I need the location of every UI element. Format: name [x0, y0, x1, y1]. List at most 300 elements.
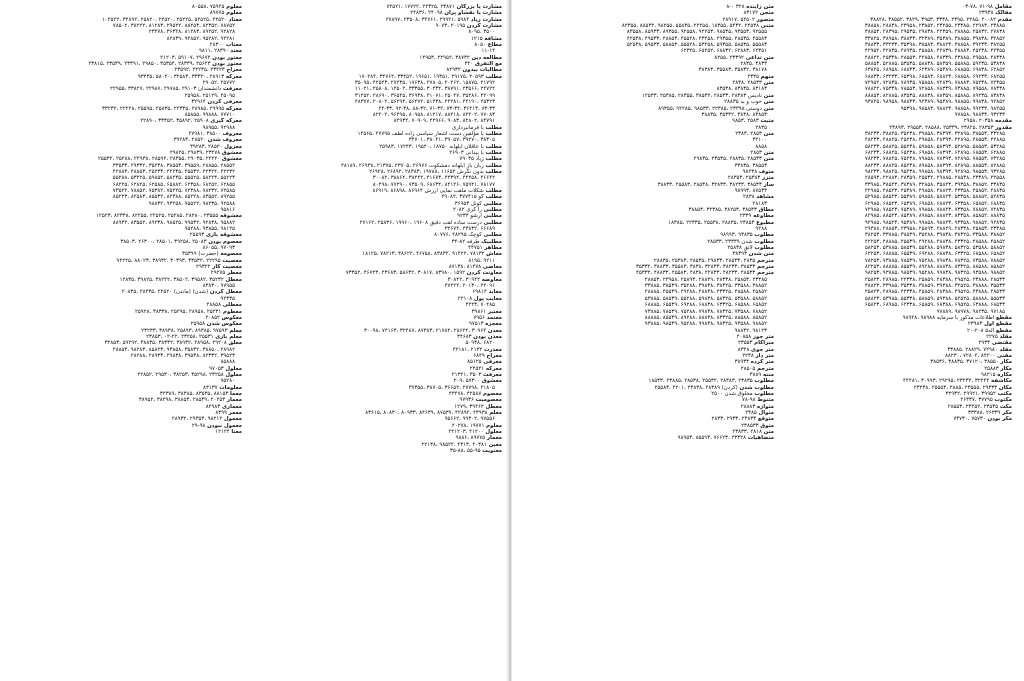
- index-headword: معرفی کردن: [207, 99, 242, 106]
- index-page-refs: ۲۳۸۷۱ ،۲۴۳۲۵ ،۱۷۷۲۲ ،۷۴۵۲۱: [386, 4, 455, 10]
- index-page-refs: ۹۷۵۹۳ ،۸۹۳۸۵ ،۲۵۸۹۳ ،۳۸۹۳۸ ،۲۳۲۳۳: [141, 327, 228, 334]
- index-page-refs: ۲۸۵۰۵: [740, 365, 756, 372]
- index-headword: مطلب: [485, 162, 502, 169]
- index-page-refs: ۴۵۸۵۲ ،۴۸۵۸۸ ،۴۳۳۲۵ ،۴۸۸۳۸ ،۴۹۲۸۸ ،۴۵۵۳۹ ،۴۸۸۸۵: [644, 289, 767, 296]
- index-page-refs: ۹۵۲۸۰: [220, 378, 235, 385]
- index-page-refs: ۵۵۵۳۳ ،۵۸۸۸۸ ،۵۲۵۲۵ ،۵۹۳۸۸ ،۵۸۸۵۹ ،۵۵۳۳۸ ،۵۳۹۸۵ ،۵۸۸۲۳: [864, 295, 1005, 302]
- index-page-refs: ۴۲۰۹۹ ،۳۵۴۸۶ ،۲۵۰۴۷ ،۴۱۰۷۱ ،۳۶۹۳۸ ،۳۶۵۴۵ ،۲۸۶۹۰ ،۳۱۲۵۲: [354, 92, 495, 99]
- index-page-refs: ۲۳۹۳۸: [979, 10, 994, 17]
- index-page-refs: ۱۲۱۵: [471, 35, 483, 42]
- index-headword: متوقع: [757, 416, 774, 423]
- index-page-refs: ۹۸-۷۱ ،۷۸-۰۳: [962, 4, 993, 10]
- index-page-refs: ۲۳۳۹: [739, 213, 752, 220]
- index-page-refs: ۲۹۳۲۲: [196, 264, 211, 271]
- index-page-refs: ۹۸۸۵۲ ،۹۳۵۸۸ ،۹۸۳۲۵ ،۹۹۸۳۸ ،۹۵۲۸۸ ،۹۸۵۳۹ ،۹۳۸۸۵ ،۹۸۲۵۳: [864, 270, 1005, 277]
- index-page-refs: ۱۲۱۲۴: [215, 429, 230, 436]
- index-page-refs: ۴۸۸۳۵ ،۴۵۸۵۲ ،۴۳۳۵۸ ،۴۸۸۲۳ ،۴۹۸۵۸ ،۴۵۳۸۹ ،۴۸۵۲۳ ،۴۲۹۸۵: [864, 187, 1005, 194]
- index-page-refs: ۸۷۵۳۳ ،۹۸۹۹۳: [734, 187, 767, 194]
- index-page-refs: ۹۸۲۵۵ ،۹۹۲۳۳ ،۹۸۸۵۸ ،۹۸۸۲۳ ،۹۸۵۸۳ ،۹۵۳۹۸: [900, 105, 1005, 112]
- index-headword: معمول: [223, 416, 242, 423]
- index-page-refs: ۲۲۱۰۸: [457, 295, 473, 302]
- index-headword: متهم: [760, 73, 774, 80]
- index-headword: معزول: [224, 143, 242, 150]
- index-headword: معصیت: [222, 257, 242, 264]
- index-page-refs: ۲۰۸۵۲: [205, 314, 220, 321]
- index-page-refs: ۲۳۵۳۵ ،۲۳۲۵۲ ،۲۸۵۵۳: [947, 403, 999, 410]
- index-headword: مشارت یا بزرگان: [456, 4, 502, 10]
- index-headword: مکر بودن: [987, 416, 1012, 423]
- index-headword: مطلوب: [754, 245, 774, 252]
- index-page-refs: ۹۳۲۳۳ ،۹۸۸۳۳ ،۹۷۸۵۸: [954, 111, 1005, 118]
- index-page-refs: (حضرت) ۳۵۳۹۹: [182, 251, 219, 258]
- index-page-refs: ۸۳۱۷۲: [743, 10, 758, 17]
- index-page-refs: ۳۳۲۸۵ ،۳۸۵۵۳ ،۳۲۸۹۵ ،۳۸۳۹۳ ،۳۹۸۵۸ ،۳۵۲۳۸ ،۳۸۸۲۵ ،۳۸۲۳۳: [864, 130, 1005, 137]
- index-headword: معمار: [486, 435, 502, 442]
- index-page-refs: ۷۹۵۶: [473, 314, 485, 321]
- index-page-refs: ۹۲۸۲۸ ،۸۹۲۵۲ ،۸۱۲۸۳ ،۳۶۳۲۸ ،۲۳۲۷۸: [148, 29, 235, 36]
- index-page-refs: ۷۵۹۲۵ ،۸۰۵۵۸: [191, 4, 225, 10]
- index-page-refs: ۷۷۰۸۳ ،۸۴۴۰۲ ،۸۸۴۱۸ ،۸۱۲۱۷ ،۸۰۹۵۸ ،۹۶۴۹۵ ،۸۲۲۰۲: [372, 111, 495, 118]
- index-page-refs: ۳۸۵۰۰ ،۲۷۹۸۱: [188, 130, 221, 137]
- index-headword: مع التفرق: [474, 61, 502, 68]
- index-headword: متن: [763, 130, 774, 137]
- index-headword: معلوم: [486, 422, 502, 429]
- index-headword: متنی: [760, 23, 774, 30]
- index-page-refs: ۵۳۲۸۵ ،۵۸۵۵۳ ،۵۲۸۹۵ ،۵۸۳۹۳ ،۵۹۸۵۸ ،۵۵۲۳۸ ،۵۸۸۲۵ ،۵۸۲۳۳: [864, 143, 1005, 150]
- index-page-refs: ۲۸۳۹۰ ،۹۸۱۱: [199, 48, 229, 55]
- index-page-refs: ۲۴۷۲۴ ،۲۳۵۶۶ ،۳۸۷۹۱ ،۳۰۴۳۴ ،۳۳۳۵۵ ،۱۴۵۰۲ ،۲۵۸۰۸ ،۱۱۰۲۱: [354, 86, 495, 93]
- index-page-refs: ۲۸۳۸: [742, 194, 755, 201]
- index-page-refs: ۵۷۳۰۰ ،۲۰۹: [453, 378, 481, 385]
- index-headword: مطلوب: [754, 232, 774, 239]
- index-page-refs: ۲۸۹۱۳ ،۳۳۳۲۰ ،۳۲۵۸۳ ،۵۸۰۲۰ ،۹۳۴۳۵: [137, 73, 225, 80]
- index-page-refs: ۲۵۳۸۳ ،۲۸۳۵۳: [727, 175, 761, 182]
- index-page-refs: ۸۵۸۸۸: [220, 359, 235, 366]
- index-headword: معطلی: [222, 302, 242, 309]
- index-page-refs: ۸۳۸۳۸ ،۸۹۲۳۵ ،۸۵۸۸۵ ،۸۸۳۵۹ ،۸۸۸۳۸ ،۸۳۵۳۵ ،۸۲۸۸۵ ،۸۸۸۵۳: [864, 92, 1005, 99]
- index-page-refs: ۲۳۸۸۵ ،۲۲۹۸۳ ،۲۳۳۸۵ ،۲۳۲۵۵ ،۲۳۸۵۲ ،۲۳۹۵۸ ،۲۸۸۳۸ ،۳۸۸۵۸: [864, 23, 1005, 30]
- index-headword: مترجم: [756, 270, 774, 277]
- index-page-refs: مخلوق شدن ۲۵۰۰: [711, 390, 753, 397]
- index-headword: مقنی: [997, 352, 1012, 359]
- index-headword: مطلوب: [754, 238, 774, 245]
- index-page-refs: ۶۵۸۵۲ ،۶۸۵۸۸ ،۶۳۳۲۵ ،۶۸۸۳۸ ،۶۹۲۸۸ ،۶۵۵۳۹ ،۶۸۸۸۵: [644, 302, 767, 309]
- index-headword: معطل: [485, 403, 502, 410]
- index-headword: مطلب: [485, 73, 502, 80]
- index-headword: معلوم: [226, 10, 242, 17]
- index-page-refs: ۷۲۹۸۰ ،۲۸۸۲۹ ،۳۳۸۸۵: [947, 346, 998, 353]
- index-page-refs: ۲۳۳۸۵ ،۲۵۸۵۳ ،۲۸۳۳۸ ،۲۸۸۲۹ ،۲۵۸۹۳ ،۲۳۹۵۸ ،۲۸۸۵۳ ،۲۹۳۸۸: [864, 226, 1005, 233]
- index-headword: مطالعه دین: [471, 54, 502, 61]
- index-headword: معرکه: [225, 105, 242, 112]
- index-page-refs: ۹۵-۵۵ ،۸۸-۳۵: [450, 448, 481, 455]
- index-headword: مطلبی: [483, 200, 502, 207]
- index-headword: مشارت یا نقشاو پران: [444, 10, 502, 17]
- index-page-refs: ۳۸۵۳۳ ،۳۸۲۳۳ ،۳۲۸۳۳ ،۳۸۳۸ ،۳۵۵۸۳ ،۳۸۸۳۳ ،۳۵۳۳۲: [635, 264, 756, 271]
- index-headword: معشوقه: [219, 213, 242, 220]
- index-page-refs: شدن ۲۳۳۳۹ ،۲۸۵۳۳: [707, 238, 753, 245]
- index-page-refs: ۲۳۹۸۳: [967, 321, 983, 328]
- index-headword: معتبر: [487, 308, 502, 315]
- index-page-refs: ۷۸۸۵۲ ،۷۳۵۸۸ ،۷۸۳۲۵ ،۷۹۸۳۸ ،۷۵۲۸۸ ،۷۸۵۳۹ ،۷۳۸۸۵ ،۷۸۲۵۳: [864, 257, 1005, 264]
- index-page-refs: ۲۰۲۵۳ ،۲۸۵۳۹ ،۳۸۸۵۳ ،۳۸۲۹۸ ،۳۸۹۵۲: [138, 397, 226, 404]
- index-page-refs: ۶۹۸۱۴: [472, 289, 487, 296]
- index-headword: معراج: [226, 67, 242, 74]
- index-page-refs: (کردن) ۲۸۳۸۹ ،۲۳۸۳۸ ،۲۲۰۱ ،۲۵۵۸۳: [654, 384, 738, 391]
- index-page-refs: ۹۵۸۱۶: [220, 207, 235, 213]
- index-page-refs: ۹۸۲۱۵: [981, 371, 996, 378]
- index-page-refs: زبان باز ابلهانه دمشکوت ۲۶۹۷۶ ،۲۳۷۰۵ ،۲۱۳۷۵ ،۲۶۹۳۸ ،۲۸۱۸۹: [340, 162, 484, 169]
- index-page-refs: ۵۲۵۰۲ ،۲۸۹۱۷: [722, 16, 755, 23]
- index-page-refs: ۲۸۳۵: [755, 124, 767, 131]
- index-page-refs: ۴۱۲۰۰ ،۲۴۱۲۰۳: [448, 429, 484, 436]
- index-page-refs: ۲۳۵۵۵ ،۲۸۲۸۰ ،۲۵۲۸۵ ،۲۲۵۲۵ ،۸۲۲۵۵ ،۸۲۳۳۸ ،۱۲۵۲۳: [96, 213, 219, 220]
- index-page-refs: ۲۳۴۲۳ ،۲۴۲۳۵ ،۲۳۵۹۲: [174, 67, 225, 74]
- index-page-refs: دوستی ۲۳۳۹۸ ،۲۲۳۸۵ ،۹۸۵۳۳ ،۹۲۲۸۵ ،۸۹۳۵۵: [658, 105, 762, 112]
- index-headword: متر جوی: [751, 346, 774, 353]
- index-page-refs: با مؤلفین دست اشعار سیاسی زاده لطف ۲۷۷۹۵ ،۱۴۵۶۵: [357, 130, 484, 137]
- index-page-refs: ۲۲۲۹۵ ،۳۳۵۳۲ ،۳۰۳۹۳ ،۳۸۹۳۲ ،۸۸۰۲۳ ،۹۴۲۲۵: [116, 257, 221, 264]
- index-headword: مکر: [1002, 410, 1012, 416]
- index-page-refs: ۹۲۸۵۲ ،۹۹۸۳۸ ،۹۸۸۵۵ ،۹۵۳۸۹ ،۹۲۳۸۹ ،۹۸۸۳۳ ،۹۸۹۵۸ ،۹۳۸۲۵: [864, 99, 1005, 106]
- index-page-refs: خوب و بد ۲۸۸۳۵: [724, 99, 762, 106]
- index-page-refs: ۷۸۱۷۷ ،۷۵۹۴۱ ،۸۴۱۲۶ ،۶۸۶۳۴ ،۷۳۵۰۹ ،۷۷۲۹۰ ،۸۰۴۹۸: [372, 181, 495, 188]
- index-column: [248, 4, 502, 675]
- index-page-refs: ۷۲۳۵۵ ،۷۵۲۳۸ ،۷۸۸۸۳ ،۷۲۸۳۹ ،۷۵۸۵۸ ،۷۸۹۳۵ ،۷۲۸۳۵ ،۷۲۹۵۲: [864, 80, 1005, 87]
- index-page-refs: ۲۲۲۲۰ ،۲۹۰۳۵ ،۲۸۳۵۵ ،۲۸۵۹۲ ،۲۲۹۳۸ ،۲۵۲۸۸ ،۲۵۵۳۲: [98, 156, 221, 163]
- index-page-refs: ۲۵۵۳۱ ،۲۳۲۵۸ ،۲۲-۰۲ ،۲۳۸۵۳: [146, 333, 214, 340]
- index-headword: مقطع: [995, 327, 1012, 334]
- index-page-refs: ۶۶۶۸۹ ،۴۳۸۳۲ ،۳۲۶۷۴: [444, 226, 495, 233]
- index-headword: معتور بودن: [212, 61, 242, 68]
- index-headword: مقطع: [995, 314, 1012, 321]
- index-headword: مقدمه: [995, 118, 1012, 125]
- index-page-refs: ۲۵۹۵۸: [190, 321, 206, 328]
- index-page-refs: ۲۹۹۹۵ ،۲۸۹۸۵ ،۲۲۳۳۵ ،۲۵۸۳۵ ،۲۵۵۹۵ ،۲۲۲۲۸ ،۳۳۲۳۲: [101, 105, 225, 112]
- index-page-refs: ۸۴۷۹۱ ،۸۲۸۰۲ ،۹۰۸۳ ،۴۲۹۶۶ ،۷۰۹۰۹ ،۸۴۹۳۲: [393, 118, 495, 125]
- index-page-refs: ۲۸۳۵۳ ،۲۳۸۲۵ ،۲۵۳۳۹ ،۲۸۵۸۸ ،۲۹۵۵۳ ،۲۳۸۹۳: [889, 124, 994, 131]
- index-page-refs: ۹۲۵۸۸ ،۹۸۲۳۵ ،۹۵۵۲۲ ،۹۳۲۵۸ ،۹۸۸۳۲: [148, 200, 235, 207]
- index-page-refs: ۹۵۸۸۲ ،۹۲۸۳۸ ،۹۹۵۳۲ ،۹۸۵۲۵ ،۸۹۲۳۸ ،۸۳۵۵۲ ،۸۸۹۳۲: [112, 219, 235, 226]
- index-headword: مطاع: [487, 42, 502, 49]
- index-page-refs: ۳۲۱۰۰: [752, 137, 767, 144]
- index-page-refs: ۴۵۸۵۲ ،۴۸۵۸۸ ،۴۳۳۲۵ ،۴۸۸۳۸ ،۴۹۲۸۸ ،۴۵۵۳۹ ،۴۸۸۸۵ ،۴۲۲۵۳: [864, 238, 1005, 245]
- index-page-refs: ۲۸۳۰۰: [209, 42, 225, 49]
- index-page-refs: ۳۸۵۳۳ ،۳۸۲۵۳ ،۳۲۳۸۵ ،۳۸۸۵۳: [688, 207, 757, 213]
- index-entry: [562, 435, 774, 441]
- index-page-refs: ۸۴۲۰۰ ،۷۲۸۰۲ ،۸۸۲۳۰: [945, 352, 996, 359]
- index-page-refs: ۲۳۵۵۳: [737, 340, 753, 347]
- index-page-refs: ۳۸۳۰۵ ،۳۹۲۷۰ ،۳۹۰۵۷ ،۳۸۰۴۱ ،۳۴۷۰۱: [408, 137, 495, 144]
- index-page-refs: ۲۳۲۵۸ ،۳۵۲۹۸ ،۳۸۲۵۳ ،۲۹۵۳۰ ،۲۲۸۵۲: [137, 371, 224, 378]
- index-headword: معذرت: [483, 346, 502, 353]
- index-column: [778, 4, 1012, 675]
- index-page-refs: ۸۵۸۵۲ ،۸۸۵۸۸ ،۸۳۳۲۵ ،۸۸۸۳۸ ،۸۹۲۸۸ ،۸۵۵۳۹ ،۸۸۸۸۵: [644, 314, 767, 321]
- index-headword: متن: [763, 92, 774, 99]
- index-headword: معجزه: [485, 321, 502, 328]
- index-headword: متبت: [760, 118, 774, 125]
- index-headword: معتور بودن: [212, 54, 242, 61]
- index-headword: مکار: [1000, 359, 1012, 366]
- index-headword: متر دار: [755, 352, 774, 359]
- index-page-refs: ۹۸۲۱۲ ،۲۹۳۵۳ ،۲۸۹۳۲: [171, 416, 223, 423]
- index-headword: مطلب: [485, 149, 502, 156]
- index-page-refs: ۹۷۰۹۳ ،۸۶۰۵۵: [202, 245, 235, 252]
- index-headword: مطالبات بیدون: [462, 67, 502, 74]
- index-headword: مطلوب: [754, 378, 774, 385]
- index-page-refs: ۲۳۳۵: [747, 73, 759, 80]
- index-page-refs: ۲۲۷۵: [986, 333, 998, 340]
- index-page-refs: ۷۸۱۳۲ ،۹۱۴۲۲ ،۸۳۸۳۲ ،۴۶۷۵۸ ،۳۸۶۲۲ ،۷۸۲۱۳ ،۱۸۱۲۵: [362, 251, 485, 258]
- index-page-refs: ۳۰۹۴۲ ،۳۰۸۴۲: [447, 276, 481, 283]
- index-headword: معراج: [486, 352, 502, 359]
- index-headword: معشوق: [221, 156, 242, 163]
- index-page-refs: ۸۵۱۲۵: [467, 359, 482, 366]
- index-page-refs: ۲۸۸۸۳: [740, 403, 756, 410]
- index-page-refs: ۲۳۲۷۸ ،۲۹۸۳۹ ،۲۹۸۲۵: [169, 149, 221, 156]
- index-headword: مطلوب: [754, 390, 774, 397]
- index-headword: معدن: [487, 327, 502, 334]
- index-page-refs: ۳۳۸۳۵ ،۳۸۸۵۲ ،۳۹۳۵۸ ،۳۵۸۲۳ ،۳۲۸۵۸ ،۳۸۳۸۹ ،۳۸۵۲۳ ،۳۳۹۸۵: [864, 181, 1005, 188]
- index-page-refs: ۶۸۲۵۵ ،۶۹۲۳۳ ،۶۸۸۵۸ ،۶۸۸۲۳ ،۶۸۵۸۳ ،۶۵۳۹۸ ،۶۳۲۳۳ ،۶۸۸۳۳: [864, 73, 1005, 80]
- index-page-refs: گو ۳۷۷۴۱۵ ،۲۹۰۸۴: [441, 194, 484, 201]
- index-headword: متن: [763, 429, 774, 436]
- index-entry: [248, 448, 502, 454]
- index-headword: معصومه: [220, 251, 242, 258]
- index-page-refs: ۸۱۴۷۸ ،۸۷۱۳۸: [448, 264, 482, 271]
- index-page-refs: ۲۴۵۲۱: [469, 365, 485, 372]
- index-page-refs: ۳۸۵۵۰ ،۳۷۱۲۰ ،۳۸۸۳۵ ،۳۸۵۳۶: [930, 359, 999, 366]
- index-headword: مطاوعه: [753, 213, 774, 220]
- index-page-refs: ۳۸۳۳ ،۲۸۳۵: [740, 61, 767, 68]
- index-page-refs: اطلاعات مذکور با سرمایه ۹۸۹۸۸ ،۹۸۹۲۸: [902, 314, 995, 321]
- index-headword: معلق: [228, 340, 242, 347]
- index-page-refs: ۹۷۱۸۵ ،۹۸۲۳۵ ،۹۸۹۷۸ ،۹۷۸۸۹: [936, 308, 1005, 315]
- index-page-refs: ۳۸۹۳۳: [734, 359, 750, 366]
- index-headword: معایب پول: [473, 295, 502, 302]
- index-page-refs: ۸۹۷۷۵: [209, 10, 225, 17]
- index-headword: معرفی: [483, 359, 502, 366]
- index-headword: مطبوع: [756, 219, 774, 226]
- index-page-refs: ۳۹۴۶۴ ،۱۲۷۹: [454, 403, 484, 410]
- index-page-refs: طرفه ۸۲-۳۴: [451, 238, 480, 245]
- index-page-refs: ۳۲۰: [464, 61, 474, 68]
- index-headword: مکار: [1000, 365, 1012, 372]
- index-page-refs: ۸۳۹۹: [215, 410, 227, 416]
- index-page-refs: ۶۲۸۸۵ ،۶۸۵۵۳ ،۶۲۸۹۵ ،۶۸۳۹۳ ،۶۹۸۵۸ ،۶۵۲۳۸ ،۶۸۸۲۵ ،۶۸۲۳۳: [864, 149, 1005, 156]
- index-page-refs: ۳۴۶۸۳: [457, 333, 472, 340]
- index-headword: معنا: [231, 429, 242, 436]
- index-page-refs: ۸۳۸۵۳ ،۳۸۳۸ ،۳۵۳۳۲ ،۳۸۸۳۵: [701, 111, 767, 118]
- index-page-refs: ۷۰۴۸۵ ،۴۲۴۳: [465, 302, 495, 309]
- index-headword: معمول نبودن: [207, 422, 242, 429]
- index-page-refs: ۳۸۸۵۲ ،۳۳۵۸۸ ،۳۸۳۲۵ ،۳۹۸۳۸ ،۳۵۲۸۸ ،۳۸۵۳۹ ،۳۳۸۸۵: [644, 283, 767, 290]
- index-headword: متن تداعی: [745, 54, 774, 61]
- index-page-refs: ۲۸۵۵۲ ،۲۸۸۵۵ ،۳۹۵۵۹ ،۳۸۵۵۳ ،۳۵۲۳۸ ،۲۹۳۳۲ ،۳۳۵۳۳: [112, 162, 235, 169]
- index-page-refs: ۳۸۵۳۳ ،۳۸۲۳۳ ،۳۲۸۳۳ ،۲۸۵۳۸ ،۲۵۵۸۳ ،۳۸۸۳۳: [657, 181, 762, 188]
- index-page-refs: ۸۳۱۳۷: [203, 384, 218, 391]
- index-headword: معتاب: [225, 42, 242, 49]
- index-page-refs: ۸۴۹۳۲: [446, 67, 461, 74]
- index-page-refs: ۳۲۹۶۴: [191, 99, 206, 106]
- index-headword: متضاهیات: [747, 435, 774, 442]
- index-page-refs: ۹۲۵۵۵ ،۹۳۵۵۳ ،۹۸۵۳۵ ،۹۲۲۵۳ ،۹۲۵۵۸ ،۸۹۳۵۵ ،۸۵۹۳۳ ،۸۳۵۵۸: [626, 29, 767, 36]
- index-page-refs: ۲۳۳۸۵ ،۲۵۸۵۳ ،۲۸۳۳۸ ،۲۸۸۲۹ ،۲۵۸۹۳ ،۲۳۹۵۸ ،۲۸۸۵۳: [644, 276, 767, 283]
- index-page-refs: ۲۹۲۷۵: [210, 270, 226, 277]
- index-page-refs: ۸۹۲۵۵ ،۸۳۵۵۲ ،۸۵۲۲۸ ،۸۲۳۸۸ ،۸۵۵۳۲ ،۸۲۵۸۳ ،۸۵۲۲۳: [112, 194, 235, 201]
- index-page-refs: با بیدانی ۲۶۹۰۳: [449, 149, 484, 156]
- index-headword: معرکه: [485, 365, 502, 372]
- index-page-refs: ۲۴۵۳۸ ،۵۴۳۲ ،۱۸۳۵۵ ،۲۲۲۵۵ ،۵۵۸۳۵ ،۹۸۲۵۵ ،۸۸۵۳۲ ،۸۲۳۵۵: [621, 23, 760, 30]
- index-page-refs: ۸۴۹۸۳: [205, 403, 221, 410]
- index-page-refs: ۲۸۵۳۳ ،۲۸۳۸: [732, 80, 762, 87]
- index-column: [14, 4, 242, 675]
- index-headword: مطلبیک: [481, 238, 502, 245]
- index-page-refs: ۱۱-۱۴: [481, 48, 495, 55]
- index-headword: مقطع اول: [984, 321, 1012, 328]
- index-headword: معاش: [486, 251, 502, 258]
- index-headword: معلومات: [219, 384, 242, 391]
- index-page-refs: ۲۰۱۹۵ ،۹۰۷۳: [435, 23, 466, 30]
- index-page-refs: ۸۳۴۸: [737, 346, 750, 353]
- index-page-refs: اله۵ ۲۰۸-۲۰: [967, 327, 995, 334]
- index-headword: مقدم: [997, 16, 1012, 23]
- index-page-refs: ۴۵۳۲۳ ،۴۴۱۹۰ ،۴۴۲۸۱ ،۵۱۲۳۸ ،۵۶۴۷۲ ،۵۶۲۹۴ ،۲۰۸۰۲ ،۴۸۳۷۷: [354, 99, 495, 106]
- index-headword: معشوق: [221, 149, 242, 156]
- index-page-refs: ۲۸۳۵ ،۲۸۵۳۳ ،۲۹۸۳۳ ،۲۸۵۳۵ ،۲۵۳۸۳ ،۲۸۸۳۵: [653, 257, 756, 264]
- index-page-refs: ۵۳۸۳۸ ،۵۹۲۳۵ ،۵۵۸۸۵ ،۵۸۳۵۹ ،۵۸۸۳۸ ،۵۳۵۳۵ ،۵۲۸۸۵ ،۵۸۸۵۳: [864, 61, 1005, 68]
- index-page-refs: ۳۵۲۳۲ ،۳۹۵۸۲ ،۳۸۵۰۲ ،۳۸۲۲۲ ،۳۹۸۲۵ ،۱۲۸۳۵: [119, 276, 224, 283]
- index-page-refs: ۲۸۹۸۲ ،۳۸۸۵۰ ،۳۵۸۳۲ ،۹۳۸۵۸ ،۸۵۸۲۳ ،۹۸۲۸۳ ،۲۸۸۵۳: [112, 346, 235, 353]
- index-headword: مطلبی: [483, 219, 502, 226]
- index-page-refs: ۱۹۷۷۱ ،۴۰۲۷۸: [451, 422, 485, 429]
- index-page-refs: ۸۰۵۰: [474, 42, 486, 49]
- index-headword: مکتوب: [994, 397, 1012, 404]
- index-page-refs: ۶۸۸۳۵ ،۶۵۸۵۲ ،۶۳۳۵۸ ،۶۸۸۲۳ ،۶۹۸۵۸ ،۶۵۳۸۹ ،۶۸۵۲۳ ،۶۲۹۸۵: [864, 200, 1005, 207]
- index-headword: معرکه گیری: [210, 118, 242, 125]
- index-headword: متنوط: [757, 397, 774, 404]
- index-page-refs: ۲۵۶۴۳ ،۲۸۳۳۹ ،۳۵۳۵۴ ،۲۹۸۵۰ ،۲۳۳۹۱ ،۲۳۵۳۹ ،۲۳۸۱۵: [88, 61, 211, 68]
- index-headword: مکاره: [997, 371, 1012, 378]
- index-page-refs: ۷۸۷۵۲ ،۸۲۳۵۲ ،۸۸۲۵۳ ،۲۹۵۲۲ ،۸۱۲۸۳ ،۳۸۲۲۲ ،۷۸۵۰۲: [112, 23, 235, 30]
- index-page-refs: ۵۲۸۳۵ ،۵۸۸۵۲ ،۵۳۳۵۸ ،۵۸۸۲۳ ،۵۹۸۵۸ ،۵۵۳۸۹ ،۵۸۵۲۳ ،۵۲۹۸۵: [864, 194, 1005, 201]
- index-page-refs: ۲۳۳۹۲ ،۸۲۵۵: [714, 54, 744, 61]
- index-headword: متحن: [759, 10, 774, 17]
- index-page-refs: زیاد ۷۹۰۳۵: [459, 156, 484, 163]
- index-page-refs: ۳۲۴۴۴ ،۲۳۲۳۲ ،۲۹۲۹۵ ،۳۰۹۹۳ ،۴۴۴۸۱: [903, 378, 990, 385]
- index-headword: معطر: [227, 270, 242, 277]
- index-page-refs: ۳۸۳۹۳: [732, 251, 747, 258]
- index-headword: معطل کردن: [209, 289, 242, 296]
- index-headword: معرکه: [225, 73, 242, 80]
- index-page-refs: ۲۸۵۳۳ ،۲۸۸۳۵ ،۲۳۵۳۵ ،۲۹۸۳۵: [693, 156, 762, 163]
- index-page-refs: ۴۴۷۵۱: [468, 245, 483, 252]
- index-headword: مطلب: [485, 168, 502, 175]
- index-headword: معرفت: [483, 371, 502, 378]
- index-page-refs: ۲۰۳۵۸ ،۲۹۵۸: [963, 118, 994, 125]
- index-page-refs: کوتل ۳۶۹۵۳: [454, 200, 482, 207]
- index-page-refs: ۹۲۸۸: [755, 226, 767, 233]
- index-page-refs: ۳۹۹۵۲ ،۴۹۹۲۱ ،۳۲۹۳۲: [945, 390, 996, 397]
- index-page-refs: ۲۱۷۹۲ ،۱۵۸۷۵ ،۲۰۴۶۲ ،۲۷۸۰۵ ،۱۷۶۳۸ ،۲۷۲۳۵ ،۴۲۵۴۳ ،۳۵۰۹۵: [354, 80, 495, 87]
- index-page-refs: ۲۳۸۵۳۳: [741, 422, 759, 429]
- index-page-refs: ۹۸۸۵۲ ،۹۳۵۸۸ ،۹۸۳۲۵ ،۹۹۸۳۸ ،۹۵۲۸۸ ،۹۸۵۳۹ ،۹۳۸۸۵: [644, 321, 767, 328]
- index-page-refs: ۶۵۸۵۲ ،۶۸۵۸۸ ،۶۳۳۲۵ ،۶۸۸۳۸ ،۶۹۲۸۸ ،۶۵۵۳۹ ،۶۸۸۸۵ ،۶۲۲۵۳: [864, 251, 1005, 258]
- index-headword: مکان: [998, 384, 1012, 391]
- index-page-refs: ۴۸۵۳۳ ،۴۳۸۸۸ ،۴۹۵۲۵ ،۴۸۳۸۸ ،۴۵۸۵۹ ،۴۲۳۳۸ ،۴۸۹۸۵ ،۴۵۸۲۳: [864, 289, 1005, 296]
- index-page-refs: ۹۷۹۵۵ ،۸۳۸۳۰: [202, 283, 235, 290]
- index-entry: [778, 416, 1012, 422]
- index-page-refs: ۸۸۱۵۳ ،۸۳۵۳۵ ،۳۸۳۸۵ ،۳۲۳۸۹: [159, 390, 229, 397]
- index-headword: معلم: [229, 327, 242, 334]
- index-headword: متوال: [758, 410, 774, 416]
- index-page-refs: کوچک ۴۸۲۹۵ ،۸۰۷۷۶: [434, 232, 482, 239]
- index-headword: مترجم: [756, 365, 774, 372]
- index-headword: متوق: [760, 422, 774, 429]
- index-page-refs: درست ساده لقب دقیق ۱۹۶۰۸ ،۱۹۹۶۰ ،۲۵۸۳۶ ،۲۷۱۶۲: [359, 219, 482, 226]
- index-headword: مطلب: [485, 194, 502, 201]
- index-page-refs: ۸۲۸۸۵ ،۸۸۵۵۳ ،۸۲۸۹۵ ،۸۸۳۹۳ ،۸۹۸۵۸ ،۸۵۲۳۸ ،۸۸۸۲۵ ،۸۸۲۳۳: [864, 162, 1005, 169]
- index-page-refs: ۴۰۳۸۱ ،۴۳۱۳ ،۹۸۵۲۲ ،۲۲۱۳۸: [421, 441, 487, 448]
- index-page-refs: ۹۲۹۸۸ ،۹۸۹۵۵: [202, 124, 235, 131]
- index-page-refs: ۲۲۳۸: [742, 352, 754, 359]
- index-headword: معصوم: [482, 390, 502, 397]
- index-page-refs: ۲۷۸۳۸ ،۲۵۸۳۲ ،۲۸۸۸۵ ،۲۲۳۵۹ ،۲۹۸۳۸ ،۲۹۵۳۵ ،۲۸۳۹۵ ،۳۸۸۵۳: [864, 29, 1005, 36]
- index-headword: متن: [763, 99, 774, 106]
- index-page-refs: ۶۲۸۵۵ ،۶۸۲۵۲ ،۶۲۳۵۸ ،۶۵۸۸۲ ،۶۲۵۸۵ ،۶۲۸۲۵ ،۶۸۲۲۵: [112, 181, 235, 188]
- index-page-refs: ۶۲۳۵۱ ،۶۲۸۸۳ ،۶۸۸۳۲ ،۶۵۲۵۲ ،۶۲۳۲۵: [680, 48, 767, 55]
- index-page-refs: ۵۹۸۴ ،۲۹۹۲۱ ،۳۴۷۶۱ ،۲۳۵۰۸ ،۲۷۸۹۷: [385, 16, 470, 23]
- index-headword: معین: [488, 441, 502, 448]
- index-page-refs: ۸۸۸۳۵ ،۸۵۸۵۲ ،۸۳۳۵۸ ،۸۸۸۲۳ ،۸۹۸۵۸ ،۸۵۳۸۹ ،۸۸۵۲۳ ،۸۲۹۸۵: [864, 213, 1005, 220]
- index-headword: مشارت زیاد: [470, 16, 502, 23]
- index-page-refs: ۲۱۳۲ ،۴۲۱۸۱: [452, 346, 483, 353]
- index-headword: مکث: [999, 403, 1012, 410]
- index-page-refs: ۴۶۶۴۲ ،۴۴۴۵۸ ،۴۲۳۹۴ ،۴۱۶۷۳ ،۳۸۴۴۲ ،۳۸۸۶۴ ،۳۰۰۸۲: [372, 175, 495, 182]
- index-page-refs: ۲۲۵۵۸ ،۲۳۳۸۹ ،۲۸۵۳۸ ،۲۹۸۸۵ ،۲۵۵۳۲ ،۲۸۳۵۹ ،۲۲۸۸۳ ،۲۸۵۹۳: [864, 175, 1005, 182]
- index-headword: مظاهر: [484, 245, 502, 252]
- index-page-refs: دانشمندان ۲۹۱۰۳ ،۲۹۷۸۵ ،۲۲۹۸۷ ،۳۳۸۲۷ ،۲۲۹۵۵: [110, 86, 222, 93]
- index-page-refs: ۹۲۱۱ ،۸۱۹۵: [468, 257, 495, 264]
- index-headword: معلول: [485, 429, 502, 436]
- index-page-refs: ۵۸۸۵۲ ،۵۳۵۸۸ ،۵۸۳۲۵ ،۵۹۸۳۸ ،۵۵۲۸۸ ،۵۸۵۳۹ ،۵۳۸۸۵ ،۵۸۲۵۳: [864, 245, 1005, 252]
- index-page-refs: ۳۰۹۶۴ ،۲۸۶۲۴ ،۲۱۷۸۴ ،۸۷۳۸۳ ،۳۲۴۸۷ ،۷۴۱۶۳ ،۳۰۰۹۸: [363, 327, 487, 334]
- index-page-refs: ۲۵۵۹۳: [189, 232, 205, 239]
- index-page-refs: ۴۲۸۸۵ ،۴۸۵۵۳ ،۴۲۸۹۵ ،۴۸۳۹۳ ،۴۹۸۵۸ ،۴۵۲۳۸ ،۴۸۸۲۵ ،۴۸۲۳۳: [864, 137, 1005, 144]
- index-headword: معماری: [221, 403, 242, 410]
- index-headword: متن: [763, 80, 774, 87]
- index-page-refs: ۳۲۸ ۰-۸: [726, 4, 745, 10]
- index-entry: [14, 429, 242, 435]
- index-page-refs: ۵۸۸۵۲ ،۵۳۵۸۸ ،۵۸۳۲۵ ،۵۹۸۳۸ ،۵۵۲۸۸ ،۵۸۵۳۹ ،۵۳۸۸۵: [644, 295, 767, 302]
- index-headword: مطلوب شدن: [739, 384, 774, 391]
- index-headword: معطل: [225, 276, 242, 283]
- index-page-refs: ۷۷۷۱۰ ،۹۹۸۸۸ ،۸۵۸۵۵: [184, 111, 235, 118]
- index-headword: متزر: [762, 175, 774, 182]
- index-headword: ساز: [763, 181, 774, 188]
- index-headword: معتمد: [486, 314, 502, 321]
- index-page-refs: ۲۲۵۲۰ ،۵۲۵۲۵ ،۲۵۲۲۵ ،۲۴۵۲۰ ،۲۵۸۲۰ ،۳۴۸۹۲ ،۱۰۲۵۲۲: [101, 16, 227, 23]
- index-page-refs: ۴۸۳۳۸ ،۴۹۵۵۸ ،۴۳۸۸۵ ،۴۸۳۳۹ ،۴۲۸۵۸ ،۴۸۵۵۳ ،۴۵۳۳۸ ،۴۸۸۲۲: [864, 54, 1005, 61]
- index-page-refs: ۲۳۸۵۳ ،۲۸۸۳۵ ،۲۵۵۳۸ ،۲۲۳۳۵ ،۱۸۳۸۵: [668, 219, 755, 226]
- index-page-refs: ۲۶۳۳۹ ،۳۳۳۸۸: [968, 410, 1001, 416]
- index-page-refs: شکلات ملقب نمایی ارزش ۸۶۹۶۴ ،۸۶۸۹۸ ،۸۶۹۱۹: [372, 187, 484, 194]
- index-page-refs: ۶۸۴۹: [473, 352, 485, 359]
- index-page-refs: ۹۷۵۵۶ ،۹۹۳۰۲ ،۹۵۶۶۲: [444, 416, 495, 423]
- index-headword: مقلد: [999, 346, 1012, 353]
- index-headword: مطلبی: [483, 213, 502, 220]
- index-headword: معروف شدن: [207, 137, 242, 144]
